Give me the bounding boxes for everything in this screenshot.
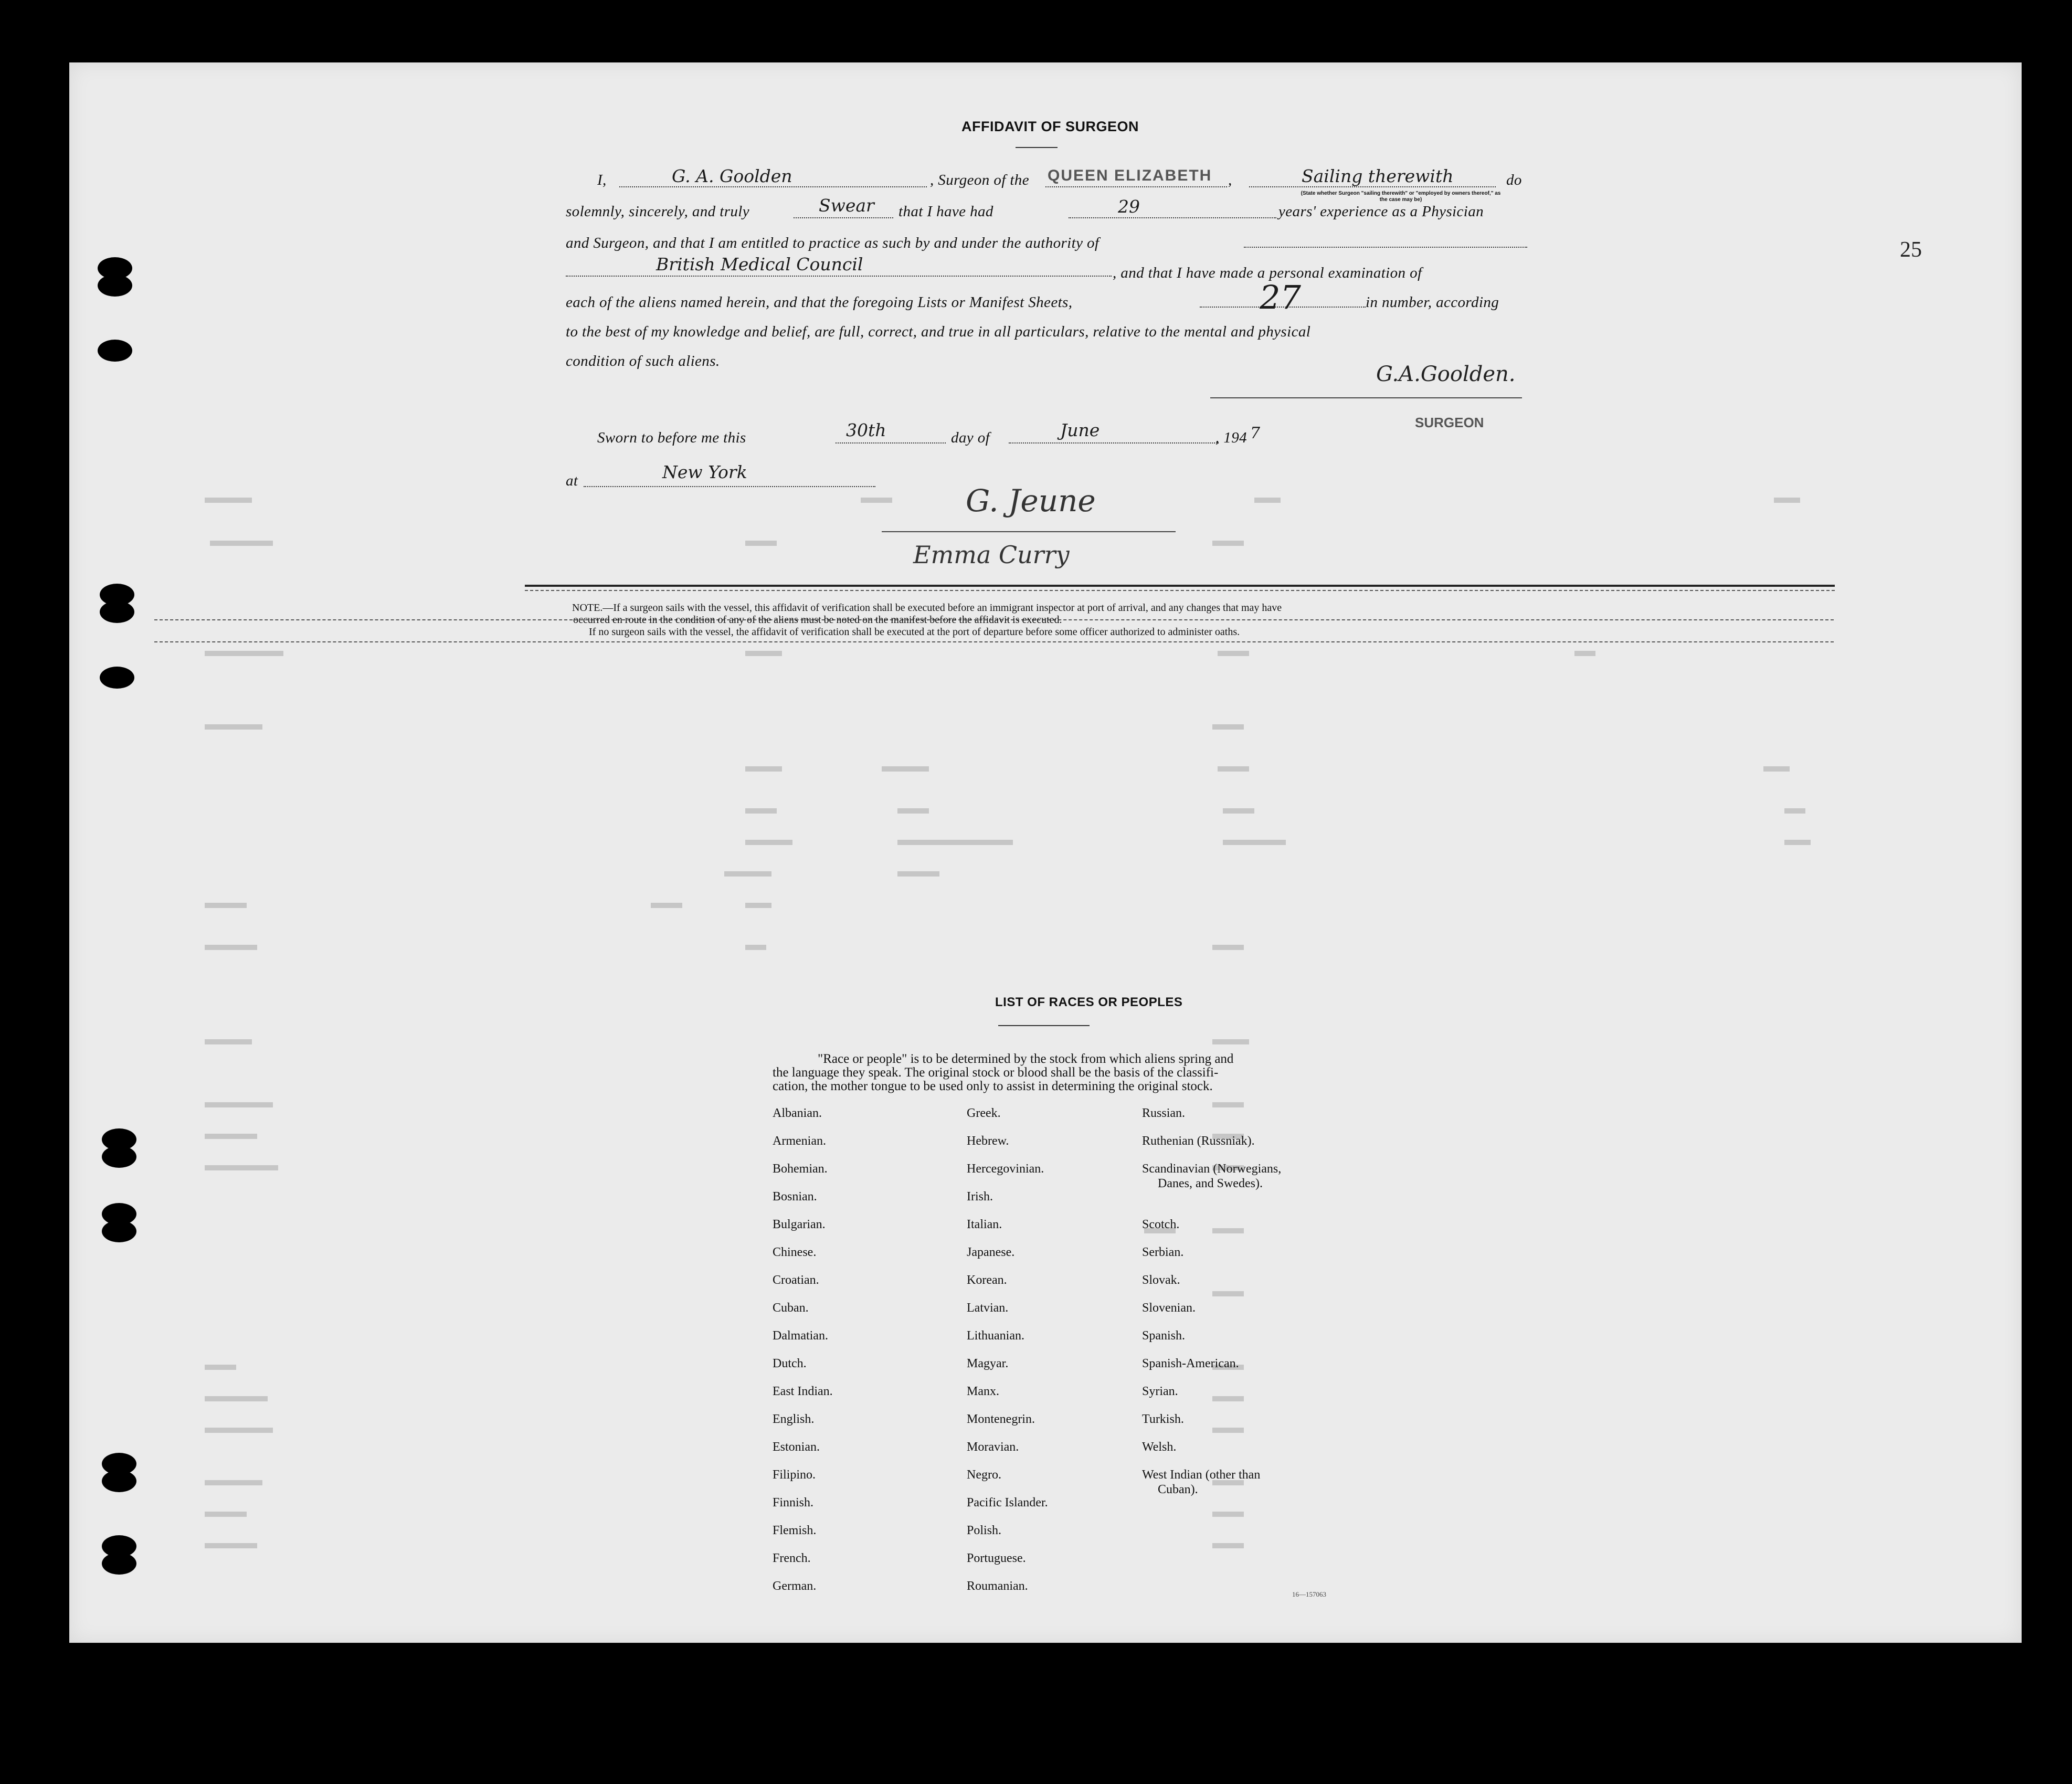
race-item: Scotch. [1142,1218,1180,1231]
race-item: Irish. [967,1190,993,1204]
binder-hole [100,667,134,689]
races-intro-1: "Race or people" is to be determined by the stock from which aliens spring and [818,1052,1234,1066]
surgeon-name-handwritten: G. A. Goolden [672,166,792,186]
fill-line [619,186,927,187]
race-item: Welsh. [1142,1440,1177,1454]
text-have-had: that I have had [898,203,993,220]
race-item: Turkish. [1142,1412,1184,1426]
fill-line [1249,186,1496,187]
race-item: Albanian. [773,1106,822,1120]
race-item: Manx. [967,1385,999,1398]
race-item: Flemish. [773,1524,817,1537]
officer-signature-line [882,531,1176,532]
affidavit-title: AFFIDAVIT OF SURGEON [961,119,1139,134]
fill-line [584,486,875,487]
race-item: Cuban. [773,1301,809,1315]
officer-signature: Emma Curry [913,541,1070,569]
text-in-number: in number, according [1366,294,1499,311]
note-line-2: occurred en route in the condition of any of the aliens must be noted on the manifest before the affidavit is executed. [573,614,1062,626]
race-item: Filipino. [773,1468,816,1482]
race-item: Greek. [967,1106,1001,1120]
race-item: Chinese. [773,1245,817,1259]
race-item: Spanish. [1142,1329,1186,1343]
divider-line [154,641,1834,642]
swear-handwritten: Swear [819,195,874,216]
text-solemnly: solemnly, sincerely, and truly [566,203,750,220]
binder-hole [98,275,132,297]
race-item: Danes, and Swedes). [1158,1177,1263,1190]
text-day-of: day of [951,429,990,446]
races-intro-2: the language they speak. The original stock or blood shall be the basis of the classifi- [773,1065,1219,1080]
fill-line [836,442,946,444]
text-i: I, [597,172,607,188]
sheets-handwritten: 27 [1260,278,1301,316]
binder-hole [102,1146,136,1168]
race-item: Scandinavian (Norwegians, [1142,1162,1282,1176]
text-best: to the best of my knowledge and belief, are full, correct, and true in all particulars, relative to the mental and physical [566,323,1311,340]
race-item: Finnish. [773,1496,814,1509]
race-item: Bohemian. [773,1162,828,1176]
race-item: English. [773,1412,815,1426]
sworn-year-digit-handwritten: 7 [1250,424,1261,442]
binder-hole [102,1220,136,1242]
race-item: Lithuanian. [967,1329,1024,1343]
race-item: Japanese. [967,1245,1015,1259]
race-item: Hebrew. [967,1134,1009,1148]
race-item: Armenian. [773,1134,826,1148]
divider-line [525,585,1835,587]
binder-hole [98,340,132,362]
text-years-experience: years' experience as a Physician [1278,203,1484,220]
race-item: Spanish-American. [1142,1357,1239,1370]
race-item: Latvian. [967,1301,1009,1315]
sworn-day-handwritten: 30th [846,420,886,440]
text-sworn: Sworn to before me this [597,429,746,446]
race-item: Hercegovinian. [967,1162,1044,1176]
page-number: 25 [1900,238,1922,262]
race-item: Cuban). [1158,1483,1198,1496]
binder-hole [100,601,134,623]
race-item: Magyar. [967,1357,1009,1370]
note-text: —If a surgeon sails with the vessel, this affidavit of verification shall be executed before an immigrant inspector at port of arrival, and any changes that may have [602,602,1282,614]
divider-line [525,590,1835,591]
race-item: German. [773,1579,817,1593]
text-comma: , [1228,172,1232,188]
race-item: Negro. [967,1468,1001,1482]
race-item: West Indian (other than [1142,1468,1261,1482]
race-item: Slovak. [1142,1273,1180,1287]
surgeon-label: SURGEON [1415,415,1484,430]
sworn-month-handwritten: June [1060,420,1100,440]
title-underline [1016,147,1058,148]
form-number: 16—157063 [1292,1590,1326,1598]
race-item: Montenegrin. [967,1412,1035,1426]
fill-line [1045,186,1227,187]
binder-hole [102,1553,136,1575]
officer-signature: G. Jeune [966,483,1096,519]
race-item: Dalmatian. [773,1329,828,1343]
text-do: do [1506,172,1522,188]
bleed-through-marks [199,493,1879,1596]
surgeon-signature: G.A.Goolden. [1376,362,1516,386]
text-year-prefix: , 194 [1215,429,1247,446]
years-handwritten: 29 [1118,196,1140,217]
note-label: NOTE. [572,602,603,614]
note-line-1 [572,602,1282,614]
races-intro-3: cation, the mother tongue to be used only to assist in determining the original stock. [773,1079,1213,1093]
race-item: Russian. [1142,1106,1186,1120]
races-title-underline [998,1025,1090,1026]
note-line-3: If no surgeon sails with the vessel, the affidavit of verification shall be executed at the port of departure before some officer authorized to administer oaths. [589,626,1240,638]
text-at: at [566,472,578,489]
race-item: French. [773,1551,811,1565]
race-item: Serbian. [1142,1245,1184,1259]
text-each-of: each of the aliens named herein, and that the foregoing Lists or Manifest Sheets, [566,294,1073,311]
races-title: LIST OF RACES OR PEOPLES [995,995,1183,1009]
fill-line [1009,442,1219,444]
race-item: Pacific Islander. [967,1496,1048,1509]
state-note: (State whether Surgeon "sailing therewith" or "employed by owners thereof," as the case may be) [1301,191,1501,203]
race-item: Syrian. [1142,1385,1178,1398]
fill-line [1244,247,1527,248]
fill-line [1069,217,1276,218]
race-item: Bosnian. [773,1190,817,1204]
text-and-surgeon: and Surgeon, and that I am entitled to practice as such by and under the authority of [566,235,1100,251]
race-item: Ruthenian (Russniak). [1142,1134,1255,1148]
race-item: Croatian. [773,1273,819,1287]
fill-line [794,217,893,218]
race-item: Bulgarian. [773,1218,826,1231]
fill-line [566,276,1112,277]
binder-hole [102,1470,136,1492]
race-item: Italian. [967,1218,1002,1231]
race-item: Portuguese. [967,1551,1026,1565]
race-item: Dutch. [773,1357,807,1370]
sailing-handwritten: Sailing therewith [1302,166,1454,186]
vessel-name-stamp: QUEEN ELIZABETH [1048,167,1212,184]
authority-handwritten: British Medical Council [656,254,863,275]
race-item: Korean. [967,1273,1007,1287]
race-item: Polish. [967,1524,1002,1537]
text-condition: condition of such aliens. [566,353,720,370]
race-item: Estonian. [773,1440,820,1454]
race-item: Roumanian. [967,1579,1028,1593]
surgeon-signature-line [1210,397,1522,398]
race-item: Moravian. [967,1440,1019,1454]
sworn-place-handwritten: New York [662,462,747,482]
text-surgeon-of: , Surgeon of the [930,172,1029,188]
race-item: East Indian. [773,1385,833,1398]
text-and-that: , and that I have made a personal examination of [1113,265,1422,281]
race-item: Slovenian. [1142,1301,1196,1315]
